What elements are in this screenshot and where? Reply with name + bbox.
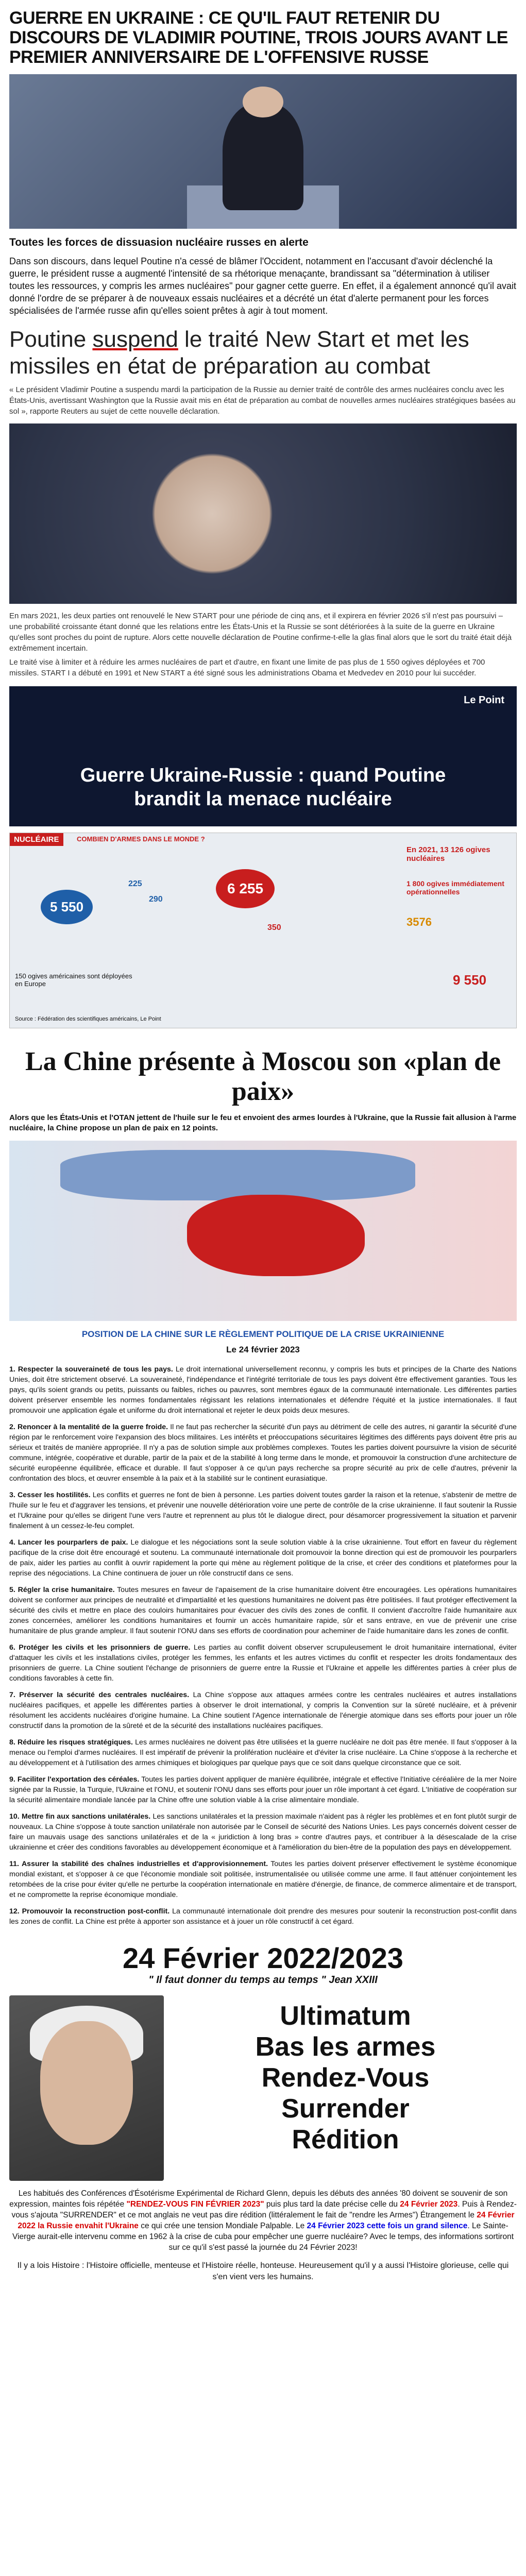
highlight-red: 24 Février 2022 la Russie envahit l'Ukraine (18, 2211, 515, 2230)
uk-warheads: 225 (128, 879, 142, 888)
map-subheading: COMBIEN D'ARMES DANS LE MONDE ? (77, 835, 205, 843)
russia-shape (60, 1150, 416, 1200)
article4-title: 24 Février 2022/2023 (123, 1942, 403, 1974)
peace-plan-point (0, 1808, 526, 1856)
france-warheads: 290 (149, 895, 163, 904)
body-text: Les habitués des Conférences d'Ésotérisme Expérimental de Richard Glenn, depuis les débuts des années '80 doivent se souvenir de son expression, maintes fois répétée (9, 2189, 508, 2209)
article2-p2: En mars 2021, les deux parties ont renouvelé le New START pour une période de cinq ans, et il expirera en février 2026 s'il n'est pas poursuivi – une probabilité croissante étant donné que les relations entre les États-Unis et la Russie se sont détériorées à la suite de la guerre en Ukraine qu'elles sont proches du point de rupture. Alors cette nouvelle déclaration de Poutine confirme-t-elle la glas final alors que le sort du traité était déjà extrêmement incertain. (9, 612, 512, 653)
ultimatum-line: Rédition (292, 2125, 399, 2155)
point-text: Le droit international universellement reconnu, y compris les buts et principes de la Charte des Nations Unies, doit être strictement observé. La souveraineté, l'indépendance et l'intégrité territoriale de tous les pays doivent être effectivement garanties. Tous les pays, qu'ils soient grands ou petits, puissants ou faibles, riches ou pauvres, sont membres égaux de la communauté internationale. Les différentes parties doivent préserver ensemble les normes fondamentales régissant les relations internationales et défendre l'équité et la justice internationales. Il faut promouvoir une application égale et uniforme du droit international et rejeter le deux poids deux mesures. (9, 1365, 517, 1415)
highlight-red: "RENDEZ-VOUS FIN FÉVRIER 2023" (126, 2200, 264, 2209)
point-text: La Chine s'oppose aux attaques armées contre les centrales nucléaires et autres installations nucléaires pacifiques, et appelle les différentes parties à observer le droit international, y compris la Convention sur la sûreté nucléaire, et à prévenir résolument les accidents nucléaires d'origine humaine. La Chine soutient l'Agence internationale de l'énergie atomique dans ses efforts pour jouer un rôle constructif dans la promotion de la sûreté et de la sécurité des installations nucléaires pacifiques. (9, 1691, 517, 1730)
title-part: le traité New Start et met les missiles en état de préparation au combat (9, 327, 469, 379)
article3-date: Le 24 février 2023 (226, 1345, 300, 1354)
peace-plan-point (0, 1771, 526, 1808)
speaker-head (243, 87, 283, 117)
point-heading: 8. Réduire les risques stratégiques. (9, 1738, 133, 1747)
title-underlined-word: suspend (92, 327, 178, 352)
point-heading: 7. Préserver la sécurité des centrales nucléaires. (9, 1691, 190, 1699)
total-sub: 1 800 ogives immédiatement opérationnelles (406, 879, 504, 896)
article2-p3: Le traité vise à limiter et à réduire les armes nucléaires de part et d'autre, en fixant une limite de pas plus de 1 550 ogives déployées et 700 missiles. START I a débuté en 1991 et New START a été signé sous les administrations Obama et Medvedev en 2010 pour lui succéder. (9, 658, 485, 677)
point-heading: 4. Lancer les pourparlers de paix. (9, 1538, 128, 1547)
le-point-banner (9, 686, 517, 826)
ultimatum-block (0, 1991, 526, 2185)
ultimatum-line: Surrender (281, 2094, 410, 2124)
peace-plan-point (0, 1687, 526, 1734)
point-heading: 1. Respecter la souveraineté de tous les pays. (9, 1365, 173, 1374)
peace-plan-point (0, 1856, 526, 1903)
article4-quote: " Il faut donner du temps au temps " Jean XXIII (148, 1974, 378, 1986)
point-heading: 11. Assurer la stabilité des chaînes industrielles et d'approvisionnement. (9, 1860, 268, 1868)
peace-plan-point (0, 1487, 526, 1534)
banner-tag: Le Point (464, 694, 504, 706)
point-heading: 3. Cesser les hostilités. (9, 1491, 91, 1499)
article2-p1: « Le président Vladimir Poutine a suspendu mardi la participation de la Russie au dernier traité de contrôle des armes nucléaires conclu avec les États-Unis, avertissant Washington que la Russie avait mis en état de préparation au combat de nouvelles armes nucléaires stratégiques basées au sol », rapporte Reuters au sujet de cette nouvelle déclaration. (9, 385, 516, 416)
point-heading: 9. Faciliter l'exportation des céréales. (9, 1775, 140, 1784)
article1-body: Dans son discours, dans lequel Poutine n'a cessé de blâmer l'Occident, notamment en l'accusant d'avoir déclenché la guerre, le président russe a augmenté l'intensité de sa rhétorique menaçante, brandissant sa "détermination à utiliser toutes les ressources, y compris les armes nucléaires" pour gagner cette guerre. En effet, il a également annoncé qu'il avait donné l'ordre de se préparer à de nouveaux essais nucléaires et a décrété un état d'alerte permanent pour les forces spécialisées de l'armée russe afin qu'elles soient prêtes à agir à tout moment. (9, 256, 517, 316)
body-text: ce qui crée une tension Mondiale Palpable. Le (138, 2222, 307, 2230)
point-heading: 6. Protéger les civils et les prisonniers de guerre. (9, 1643, 191, 1652)
us-warheads: 5 550 (41, 890, 93, 924)
putin-closeup-photo (9, 423, 517, 604)
point-heading: 12. Promouvoir la reconstruction post-conflit. (9, 1907, 170, 1916)
map-legend: 150 ogives américaines sont déployées en Europe (15, 972, 132, 988)
body-text: puis plus tard la date précise celle du (264, 2200, 400, 2209)
peace-plan-point (0, 1903, 526, 1930)
face (40, 2021, 133, 2145)
article1-title: GUERRE EN UKRAINE : CE QU'IL FAUT RETENIR DU DISCOURS DE VLADIMIR POUTINE, TROIS JOURS AVANT LE PREMIER ANNIVERSAIRE DE L'OFFENSIVE RUSSE (9, 8, 508, 67)
article2-title (0, 319, 526, 383)
point-text: Toutes les parties doivent appliquer de manière équilibrée, intégrale et effective l'Initiative céréalière de la mer Noire signée par la Russie, la Turquie, l'Ukraine et l'ONU, et soutenir l'ONU dans ses efforts pour jouer un rôle important à cet égard. L'Initiative de coopération sur la sécurité alimentaire mondiale lancée par la Chine offre une solution viable à la crise alimentaire mondiale. (9, 1775, 517, 1804)
china-warheads: 350 (267, 923, 281, 932)
body-text: . Le Sainte-Vierge aurait-elle intervenu comme en 1962 à la crise de cuba pour empêcher une guerre nucléaire? Avec le temps, des informations sortiront sur ce qu'il s'est passé la journée du 24 Février 2023! (12, 2222, 514, 2252)
china-russia-map (9, 1141, 517, 1321)
point-text: Il ne faut pas rechercher la sécurité d'un pays au détriment de celle des autres, ni garantir la sécurité d'une région par le renforcement voire l'expansion des blocs militaires. Les intérêts et préoccupations sécuritaires légitimes des différents pays doivent être pris au sérieux et traités de manière appropriée. Il n'y a pas de solution simple aux problèmes complexes. Toutes les parties doivent poursuivre la vision de sécurité commune, intégrée, coopérative et durable, partir de la paix et de la stabilité à long terme dans le monde, et promouvoir la construction d'une architecture de sécurité européenne équilibrée, efficace et durable. Il faut s'opposer à ce qu'un pays recherche sa propre sécurité au prix de celle d'autres, prévenir la confrontation des blocs, et œuvrer ensemble à la paix et à la stabilité sur le continent eurasiatique. (9, 1423, 517, 1483)
ultimatum-line: Ultimatum (280, 2001, 411, 2031)
article3-title: La Chine présente à Moscou son «plan de paix» (25, 1047, 501, 1106)
point-text: Les armes nucléaires ne doivent pas être utilisées et la guerre nucléaire ne doit pas être menée. Il faut s'opposer à la menace ou l'emploi d'armes nucléaires. Il est impératif de prévenir la prolifération nucléaire et d'éviter la crise nucléaire. La Chine s'oppose à la recherche et au développement et à l'utilisation des armes chimiques et biologiques par quelque pays que ce soit dans quelque circonstance que ce soit. (9, 1738, 517, 1767)
title-part: Poutine (9, 327, 93, 352)
ultimatum-words (174, 1995, 517, 2181)
map-heading: NUCLÉAIRE (10, 833, 63, 846)
peace-plan-point (0, 1734, 526, 1771)
eu-total: 9 550 (453, 972, 487, 988)
article1-lead: Toutes les forces de dissuasion nucléaire russes en alerte (9, 236, 309, 248)
point-text: Toutes mesures en faveur de l'apaisement de la crise humanitaire doivent être encouragées. Les opérations humanitaires doivent se conformer aux principes de neutralité et d'impartialité et les questions humanitaires ne doivent pas être politisées. Il faut protéger effectivement la sécurité des civils et mettre en place des couloirs humanitaires pour évacuer des civils des zones de conflit. Il convient d'accroître l'aide humanitaire aux zones concernées, améliorer les conditions humanitaires et fournir un accès humanitaire rapide, sûr et sans entrave, en vue de prévenir une crise humanitaire de plus grande ampleur. Il faut soutenir l'ONU dans ses efforts de coordination pour acheminer de l'aide humanitaire dans les zones de conflit. (9, 1586, 517, 1635)
point-heading: 2. Renoncer à la mentalité de la guerre froide. (9, 1423, 168, 1431)
body-text: . Puis à Rendez-vous s'ajouta "SURRENDER" et ce mot anglais ne veut pas dire rédition (littéralement le fait de "rendre les Armes") Étrangement le (11, 2200, 517, 2219)
ultimatum-line: Bas les armes (255, 2032, 436, 2062)
total-label: En 2021, 13 126 ogives nucléaires (406, 845, 490, 863)
peace-plan-point (0, 1582, 526, 1639)
article3-intro: Alors que les États-Unis et l'OTAN jettent de l'huile sur le feu et envoient des armes lourdes à l'Ukraine, que la Russie fait allusion à l'arme nucléaire, la Chine propose un plan de paix en 12 points. (9, 1113, 517, 1132)
highlight-red: 24 Février 2023 (400, 2200, 458, 2209)
map-source: Source : Fédération des scientifiques américains, Le Point (15, 1016, 161, 1022)
point-text: Les conflits et guerres ne font de bien à personne. Les parties doivent toutes garder la raison et la retenue, s'abstenir de mettre de l'huile sur le feu et d'aggraver les tensions, et prévenir une nouvelle détérioration voire une perte de contrôle de la crise ukrainienne. Il faut soutenir la Russie et l'Ukraine pour qu'elles se dirigent l'une vers l'autre et reprennent au plus tôt le dialogue direct, pour désamorcer progressivement la situation et parvenir finalement à un cessez-le-feu complet. (9, 1491, 517, 1530)
speaker-figure (223, 102, 304, 210)
pct-value: 3576 (406, 916, 432, 928)
russia-warheads: 6 255 (216, 869, 275, 908)
peace-plan-point (0, 1639, 526, 1687)
banner-title: Guerre Ukraine-Russie : quand Poutine brandit la menace nucléaire (80, 765, 446, 810)
point-text: Le dialogue et les négociations sont la seule solution viable à la crise ukrainienne. Tout effort en faveur du règlement pacifique de la crise doit être encouragé et soutenu. La communauté internationale doit promouvoir la bonne direction qui est de promouvoir les pourparlers de paix, aider les parties au conflit à ouvrir rapidement la porte qui mène au règlement politique de la crise, et créer des conditions et plateformes pour la reprise des négociations. La Chine continuera de jouer un rôle constructif dans ce sens. (9, 1538, 517, 1578)
point-text: Toutes les parties doivent préserver effectivement le système économique mondial existant, et s'opposer à ce que l'économie mondiale soit politisée, instrumentalisée ou utilisée comme une arme. Il faut atténuer conjointement les retombées de la crise pour éviter qu'elle ne perturbe la coopération internationale en matière d'énergie, de finance, de commerce alimentaire et de transport, et ne compromette la reprise économique mondiale. (9, 1860, 517, 1899)
article4-body (0, 2185, 526, 2256)
peace-plan-point (0, 1534, 526, 1582)
point-text: Les sanctions unilatérales et la pression maximale n'aident pas à régler les problèmes et en font plutôt surgir de nouveaux. La Chine s'oppose à toute sanction unilatérale non autorisée par le Conseil de sécurité des Nations Unies. Les pays concernés doivent cesser de faire un mauvais usage des sanctions unilatérales et de la « juridiction à long bras » contre d'autres pays, et contribuer à la désescalade de la crise ukrainienne et créer des conditions favorables au développement économique et à l'amélioration du bien-être de la population des pays en développement. (9, 1812, 517, 1852)
article4-footer: Il y a lois Histoire : l'Histoire officielle, menteuse et l'Histoire réelle, honteuse. Heureusement qu'il y a aussi l'Histoire glorieuse, celle qui s'en vient vers les humains. (17, 2261, 509, 2281)
china-shape (187, 1195, 365, 1276)
point-heading: 5. Régler la crise humanitaire. (9, 1586, 115, 1594)
ultimatum-line: Rendez-Vous (261, 2063, 430, 2093)
putin-speech-photo (9, 74, 517, 229)
point-text: La communauté internationale doit prendre des mesures pour soutenir la reconstruction post-conflit dans les zones de conflit. La Chine est prête à apporter son assistance et à jouer un rôle constructif à cet égard. (9, 1907, 517, 1926)
article3-caption: POSITION DE LA CHINE SUR LE RÈGLEMENT POLITIQUE DE LA CRISE UKRAINIENNE (81, 1329, 445, 1339)
nuclear-world-map (9, 833, 517, 1028)
highlight-blue: 24 Février 2023 cette fois un grand silence (307, 2222, 468, 2230)
peace-plan-point (0, 1419, 526, 1487)
portrait-photo (9, 1995, 164, 2181)
peace-plan-point (0, 1361, 526, 1419)
point-heading: 10. Mettre fin aux sanctions unilatérales. (9, 1812, 151, 1821)
point-text: Les parties au conflit doivent observer scrupuleusement le droit humanitaire international, éviter d'attaquer les civils et les installations civiles, protéger les femmes, les enfants et les autres victimes du conflit et respecter les droits fondamentaux des prisonniers de guerre. La Chine soutient l'échange de prisonniers de guerre entre la Russie et l'Ukraine et appelle les différentes parties à créer plus de conditions favorables à cette fin. (9, 1643, 517, 1683)
peace-plan-points (0, 1361, 526, 1930)
